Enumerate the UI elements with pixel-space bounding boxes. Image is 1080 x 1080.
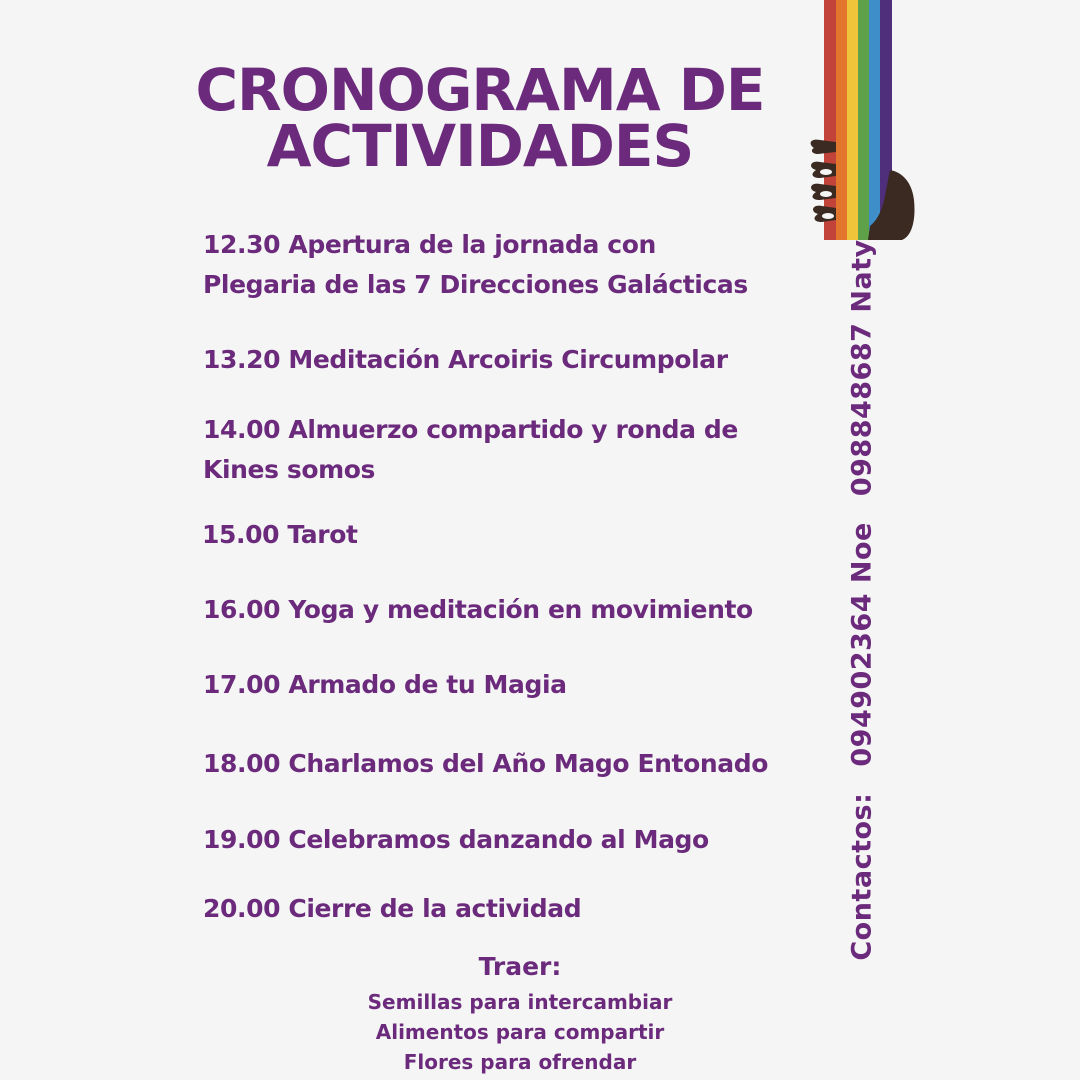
schedule-item-1600 [203,590,803,630]
schedule-item-1700 [203,665,803,705]
bring-list-item: Flores para ofrendar [403,1050,637,1074]
contact-noe: 094902364 Noe [846,522,878,767]
schedule-item-text: 16.00 Yoga y meditación en movimiento [203,595,753,624]
contact-naty: 098848687 Naty [846,239,878,497]
schedule-item-1500 [202,515,802,555]
schedule-item-text: Kines somos [203,455,376,484]
schedule-item-1900 [203,820,803,860]
schedule-item-1400 [203,410,803,490]
schedule-item-1320 [203,340,803,380]
contacts-vertical [847,239,878,960]
title-line-1: CRONOGRAMA DE [195,56,765,124]
bring-list [320,987,720,1077]
schedule-item-text: 14.00 Almuerzo compartido y ronda de [203,415,738,444]
schedule-item-2000 [203,889,803,929]
hand-holding-rainbow-flag-icon [806,0,918,245]
schedule-item-text: 20.00 Cierre de la actividad [203,894,582,923]
schedule-item-1800 [203,744,803,784]
bring-list-item: Semillas para intercambiar [367,990,673,1014]
schedule-item-text: 13.20 Meditación Arcoiris Circumpolar [203,345,728,374]
schedule-item-text: 15.00 Tarot [202,520,358,549]
page-title [150,56,810,180]
schedule-item-text: 18.00 Charlamos del Año Mago Entonado [203,749,768,778]
schedule-item-text: 12.30 Apertura de la jornada con [203,230,656,259]
schedule-item-text: 17.00 Armado de tu Magia [203,670,567,699]
schedule-item-text: 19.00 Celebramos danzando al Mago [203,825,709,854]
title-line-2: ACTIVIDADES [266,112,694,180]
contacts-label: Contactos: [846,792,878,961]
schedule-item-text: Plegaria de las 7 Direcciones Galácticas [203,270,748,299]
bring-heading: Traer: [478,952,562,981]
bring-list-item: Alimentos para compartir [375,1020,665,1044]
schedule-item-1230 [203,225,803,305]
